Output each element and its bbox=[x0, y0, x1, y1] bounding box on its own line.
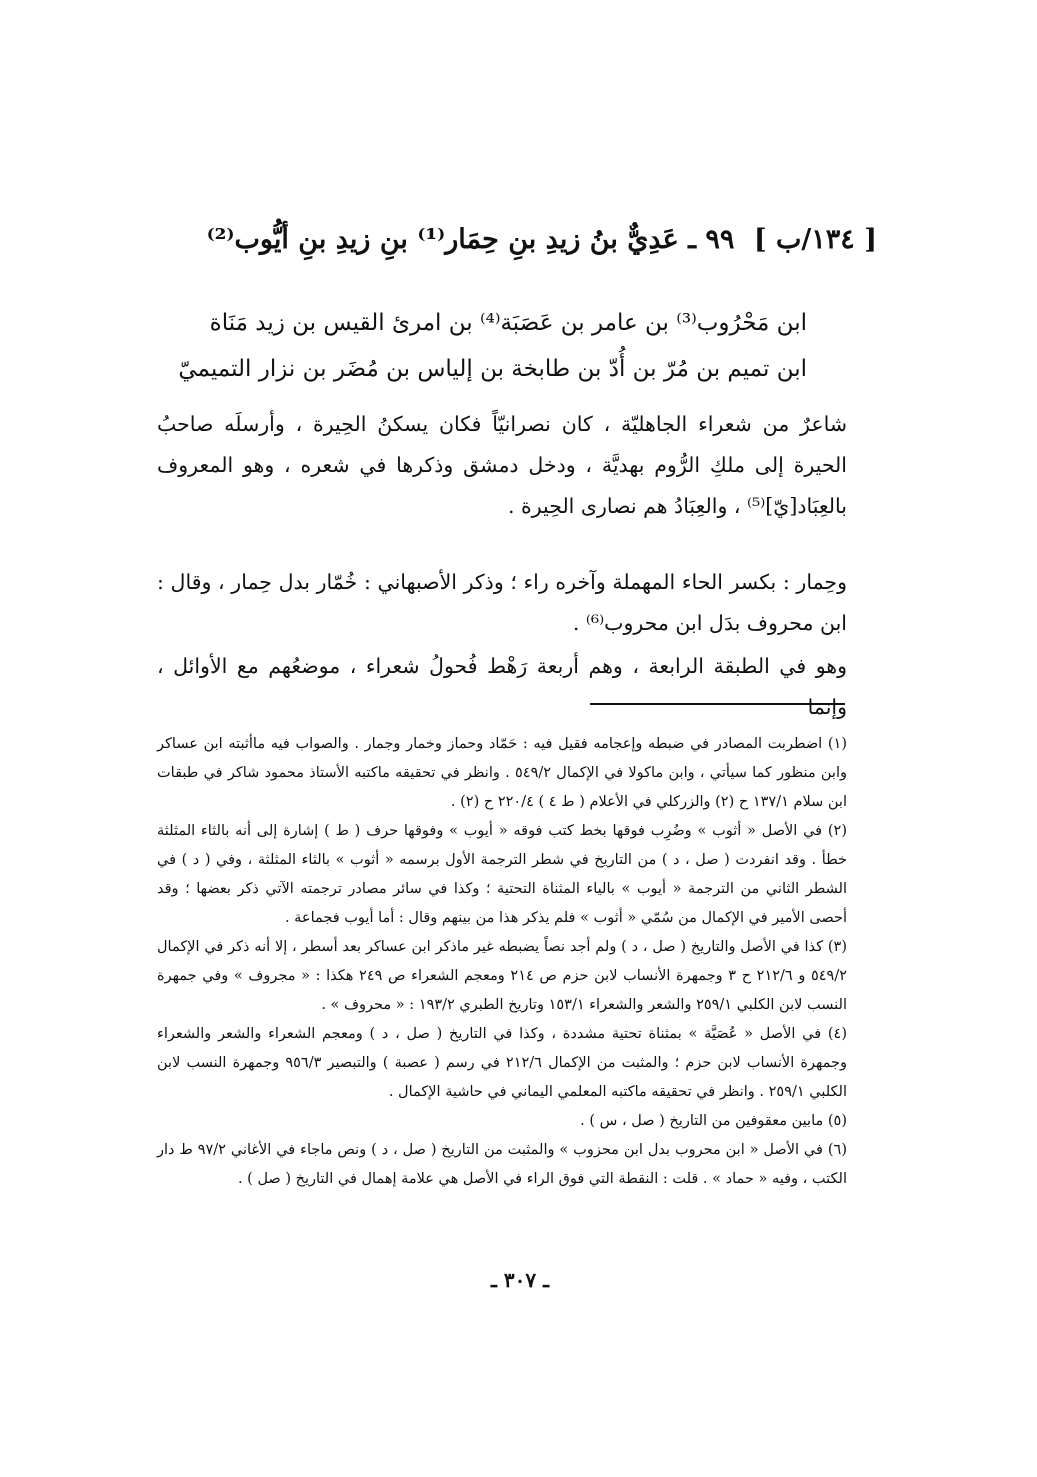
entry-title: ٩٩ ـ عَدِيٌّ بنُ زيدِ بنِ حِمَار⁽¹⁾ بنِ زيدِ بنِ أيُّوب⁽²⁾ bbox=[206, 224, 735, 255]
body-paragraph: وحِمار : بكسر الحاء المهملة وآخره راء ؛ وذكر الأصبهاني : خُمّار بدل حِمار ، وقال : ابن محروف بدَل ابن محروب⁽⁶⁾ . bbox=[157, 570, 847, 635]
footnote: (٣) كذا في الأصل والتاريخ ( صل ، د ) ولم أجد نصاً يضبطه غير ماذكر ابن عساكر بعد أسطر ، إلا أنه ذكر في الإكمال ٥٤٩/٢ و ٢١٢/٦ ح ٣ وجمهرة الأنساب لابن حزم ص ٢١٤ ومعجم الشعراء ص ٢٤٩ هكذا : « مجروف » وفي جمهرة النسب لابن الكلبي ٢٥٩/١ والشعر والشعراء ١٥٣/١ وتاريخ الطبري ١٩٣/٢ : « محروف » . bbox=[157, 939, 847, 1013]
body-paragraph: وهو في الطبقة الرابعة ، وهم أربعة رَهْط فُحولُ شعراء ، موضعُهم مع الأوائل ، وإنما bbox=[157, 654, 847, 719]
page-number: ـ ٣٠٧ ـ bbox=[491, 1268, 549, 1292]
body-paragraph: شاعرٌ من شعراء الجاهليّة ، كان نصرانيّاً فكان يسكنُ الحِيرة ، وأرسلَه صاحبُ الحيرة إلى ملكِ الرُّوم بهديَّة ، ودخل دمشق وذكرها في شعره ، وهو المعروف بالعِبَاد[يّ]⁽⁵⁾ ، والعِبَادُ هم نصارى الحِيرة . bbox=[157, 412, 847, 518]
entry-heading bbox=[157, 222, 877, 258]
entry-folio-reference: [ ١٣٤/ب ] bbox=[753, 224, 877, 255]
lineage-line: ابن تميم بن مُرّ بن أُدّ بن طابخة بن إلياس بن مُضَر بن نزار التميميّ bbox=[178, 356, 807, 382]
lineage-block bbox=[178, 300, 807, 392]
footnotes bbox=[157, 730, 847, 1194]
footnote: (٢) في الأصل « أثوب » وضُرِب فوقها بخط كتب فوقه « أيوب » وفوقها حرف ( ط ) إشارة إلى أنه بالثاء المثلثة خطأ . وقد انفردت ( صل ، د ) من التاريخ في شطر الترجمة الأول برسمه « أثوب » بالثاء المثلثة ، وفي ( د ) في الشطر الثاني من الترجمة « أيوب » بالياء المثناة التحتية ؛ وكذا في سائر مصادر ترجمته الآتي ذكر بعضها ؛ وقد أحصى الأمير في الإكمال من سُمّي « أثوب » فلم يذكر هذا من بينهم وقال : أما أيوب فجماعة . bbox=[157, 823, 847, 926]
footnote: (٥) مابين معقوفين من التاريخ ( صل ، س ) . bbox=[580, 1113, 847, 1129]
footnote: (٤) في الأصل « عُصَيَّة » بمثناة تحتية مشددة ، وكذا في التاريخ ( صل ، د ) ومعجم الشعراء والشعر والشعراء وجمهرة الأنساب لابن حزم ؛ والمثبت من الإكمال ٢١٢/٦ في رسم ( عصبة ) والتبصير ٩٥٦/٣ وجمهرة النسب لابن الكلبي ٢٥٩/١ . وانظر في تحقيقه ماكتبه المعلمي اليماني في حاشية الإكمال . bbox=[157, 1026, 847, 1100]
lineage-line: ابن مَحْرُوب⁽³⁾ بن عامر بن عَصَبَة⁽⁴⁾ بن امرئ القيس بن زيد مَنَاة bbox=[209, 310, 807, 336]
footnote: (١) اضطربت المصادر في ضبطه وإعجامه فقيل فيه : حَمّاد وحماز وخمار وجمار . والصواب فيه ماأثبته ابن عساكر وابن منظور كما سيأتي ، وابن ماكولا في الإكمال ٥٤٩/٢ . وانظر في تحقيقه ماكتبه الأستاذ محمود شاكر في طبقات ابن سلام ١٣٧/١ ح (٢) والزركلي في الأعلام ( ط ٤ ) ٢٢٠/٤ ح (٢) . bbox=[157, 736, 847, 810]
footnote-divider bbox=[590, 703, 845, 705]
footnote: (٦) في الأصل « ابن محروب بدل ابن محزوب » والمثبت من التاريخ ( صل ، د ) ونص ماجاء في الأغاني ٩٧/٢ ط دار الكتب ، وفيه « حماد » . قلت : النقطة التي فوق الراء في الأصل هي علامة إهمال في التاريخ ( صل ) . bbox=[157, 1142, 847, 1187]
